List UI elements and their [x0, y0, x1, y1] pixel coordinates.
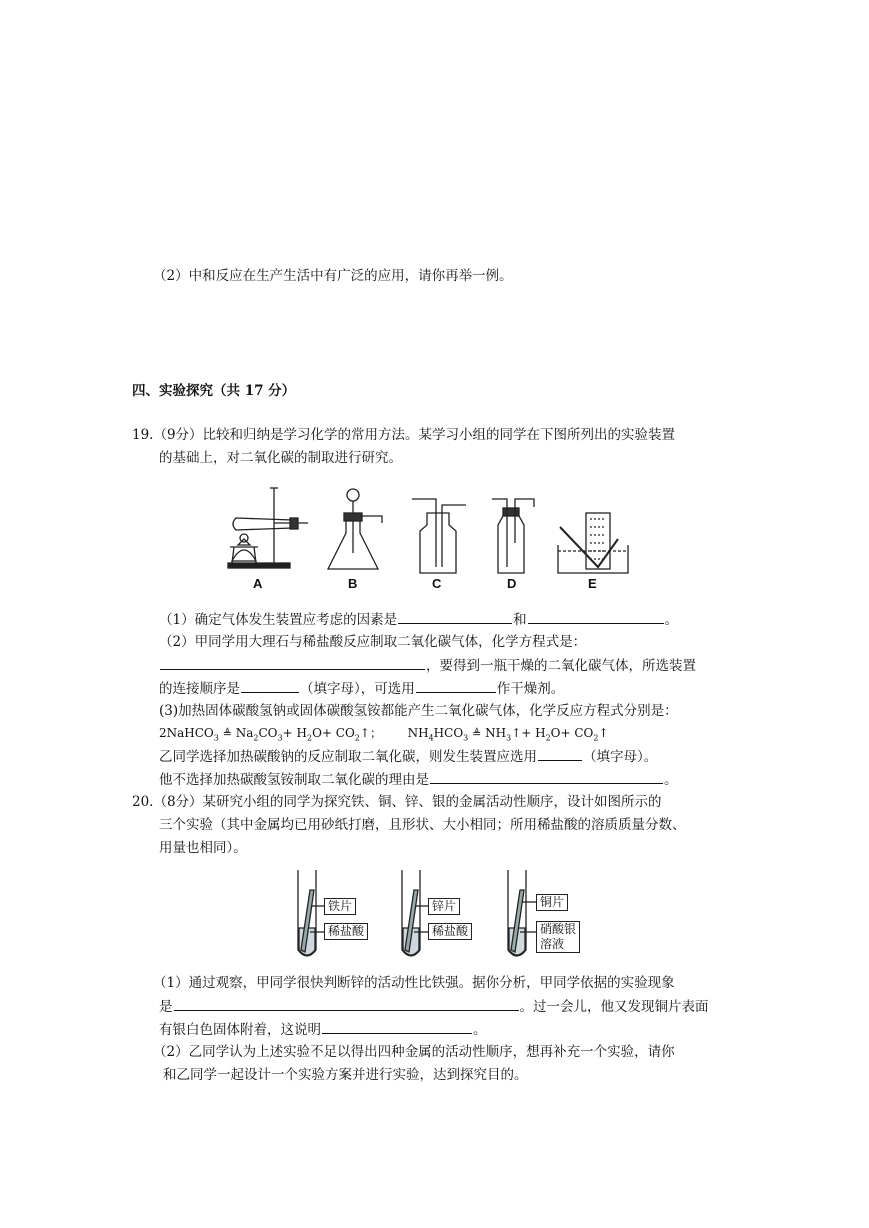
section-title: 四、实验探究（共 17 分） — [132, 383, 296, 399]
q19-stem-line2: 的基础上，对二氧化碳的制取进行研究。 — [159, 450, 402, 466]
q20-part1-line3: 有银白色固体附着，这说明 。 — [159, 1022, 487, 1038]
apparatus-figure — [222, 483, 652, 593]
q20-part1-line2: 是 。过一会儿，他又发现铜片表面 — [159, 999, 709, 1015]
tube2-metal-label: 锌片 — [428, 898, 460, 915]
equation-1: 2NaHCO$_3$ ≜ $Na_2CO_3+ H_2O+$ $CO_2↑$； — [159, 726, 382, 743]
tube1-metal-label: 铁片 — [324, 898, 356, 915]
answer-blank-factor1[interactable] — [398, 610, 512, 624]
figure-label-a: A — [253, 576, 263, 591]
answer-blank-factor2[interactable] — [528, 610, 664, 624]
figure-label-e: E — [588, 576, 597, 591]
q19-part3-line3: 乙同学选择加热碳酸钠的反应制取二氧化碳，则发生装置应选用 （填字母）。 — [159, 749, 658, 765]
q18-part2: （2）中和反应在生产生活中有广泛的应用，请你再举一例。 — [153, 268, 513, 284]
tube3-solution-label: 硝酸银 溶液 — [536, 921, 580, 953]
q19-part2-line1: （2）甲同学用大理石与稀盐酸反应制取二氧化碳气体，化学方程式是： — [159, 634, 587, 650]
q20-part1-line1: （1）通过观察，甲同学很快判断锌的活动性比铁强。据你分析，甲同学依据的实验现象 — [153, 975, 675, 991]
q19-part1: （1）确定气体发生装置应考虑的因素是 和 。 — [159, 612, 679, 628]
q20-stem-line1: 20.（8分）某研究小组的同学为探究铁、铜、锌、银的金属活动性顺序，设计如图所示的 — [132, 794, 662, 810]
q20-part2-line2: 和乙同学一起设计一个实验方案并进行实验，达到探究目的。 — [163, 1067, 528, 1083]
equation-2: $NH_4HCO_3$ ≜ $NH_3↑+ H_2O+$ $CO_2↑$ — [407, 726, 609, 743]
q19-part3-line4: 他不选择加热碳酸氢铵制取二氧化碳的理由是 。 — [159, 772, 678, 788]
answer-blank-desiccant[interactable] — [416, 679, 496, 693]
answer-blank-conclusion[interactable] — [322, 1020, 472, 1034]
answer-blank-order[interactable] — [241, 679, 299, 693]
test-tubes-figure — [292, 866, 592, 962]
tube2-solution-label: 稀盐酸 — [428, 923, 472, 940]
figure-label-d: D — [507, 576, 517, 591]
q19-stem-line1: 19.（9分）比较和归纳是学习化学的常用方法。某学习小组的同学在下图所列出的实验装置 — [132, 427, 676, 443]
q20-stem-line2: 三个实验（其中金属均已用砂纸打磨，且形状、大小相同；所用稀盐酸的溶质质量分数、 — [159, 817, 686, 833]
tube3-metal-label: 铜片 — [536, 894, 568, 911]
figure-label-b: B — [348, 576, 358, 591]
answer-blank-phenomenon[interactable] — [174, 997, 519, 1011]
q19-part2-line2: ，要得到一瓶干燥的二氧化碳气体，所选装置 — [159, 656, 696, 675]
q20-stem-line3: 用量也相同）。 — [159, 840, 247, 856]
q19-part2-line3: 的连接顺序是 （填字母），可选用 作干燥剂。 — [159, 681, 565, 697]
answer-blank-device[interactable] — [538, 747, 582, 761]
tube1-solution-label: 稀盐酸 — [324, 923, 368, 940]
figure-label-c: C — [432, 576, 442, 591]
q19-part3-line1: (3)加热固体碳酸氢钠或固体碳酸氢铵都能产生二氧化碳气体，化学反应方程式分别是： — [159, 703, 678, 719]
answer-blank-equation[interactable] — [160, 656, 425, 670]
q20-part2-line1: （2）乙同学认为上述实验不足以得出四种金属的活动性顺序，想再补充一个实验，请你 — [153, 1044, 675, 1060]
answer-blank-reason[interactable] — [430, 770, 663, 784]
q19-equations — [159, 724, 609, 747]
